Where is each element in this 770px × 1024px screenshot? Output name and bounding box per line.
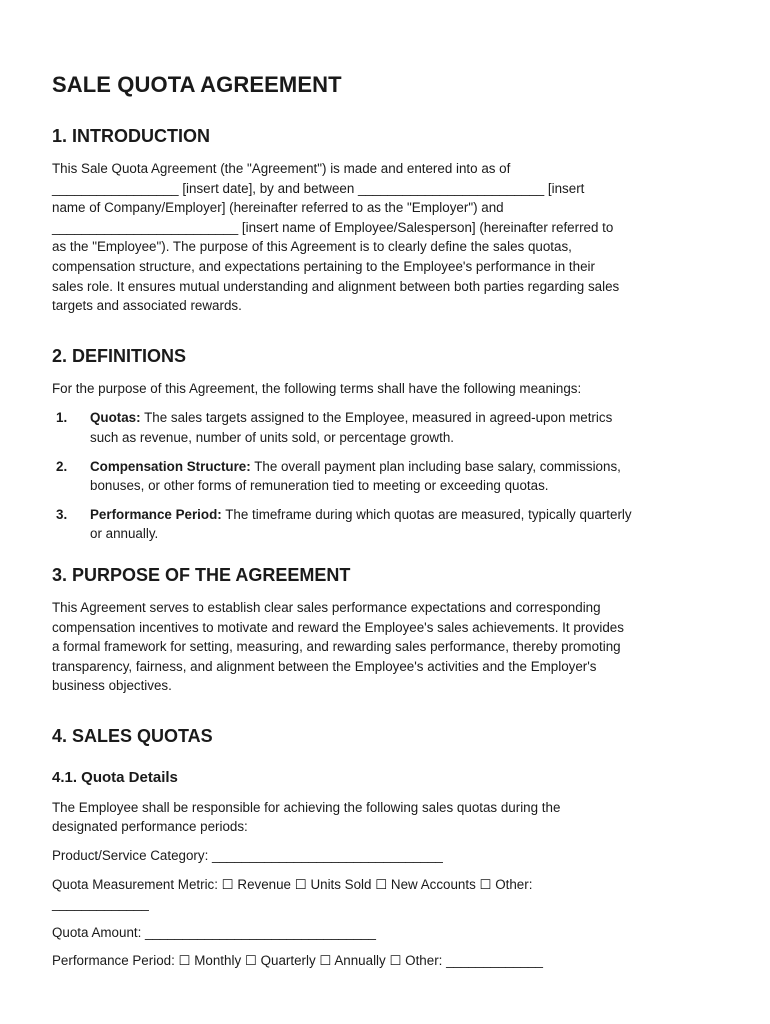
quota-intro-paragraph: The Employee shall be responsible for achieving the following sales quotas during the designated performance periods: [52, 799, 561, 835]
section-1-heading: 1. INTRODUCTION [52, 126, 211, 146]
introduction-paragraph: This Sale Quota Agreement (the "Agreement") is made and entered into as of _________________ [insert date], by and between _________________________ [insert name of Company/Employer] (hereinafter referred to as the "Employer") and _________________________ [insert name of Employee/Salesperson] (hereinafter referred to as the "Employee"). The purpose of this Agreement is to clearly define the sales quotas, compensation structure, and expectations pertaining to the Employee's performance in their sales role. It ensures mutual understanding and alignment between both parties regarding sales targets and associated rewards. [52, 161, 620, 314]
subsection-4-1-heading: 4.1. Quota Details [52, 768, 178, 786]
document-page [52, 70, 722, 971]
list-item: 2. Compensation Structure: The overall payment plan including base salary, commissions, bonuses, or other forms of remuneration tied to meeting or exceeding quotas. [56, 458, 621, 494]
section-3-heading: 3. PURPOSE OF THE AGREEMENT [52, 564, 351, 585]
definitions-list [52, 408, 722, 544]
list-item: 1. Quotas: The sales targets assigned to the Employee, measured in agreed-upon metrics such as revenue, number of units sold, or percentage growth. [56, 410, 613, 445]
metric-field-line: Quota Measurement Metric: ☐ Revenue ☐ Units Sold ☐ New Accounts ☐ Other: _____________ [52, 876, 533, 912]
amount-field-line: Quota Amount: _______________________________ [52, 924, 376, 940]
document-title: SALE QUOTA AGREEMENT [52, 72, 342, 97]
category-field-line: Product/Service Category: _______________________________ [52, 848, 443, 864]
section-4-heading: 4. SALES QUOTAS [52, 725, 213, 746]
section-2-heading: 2. DEFINITIONS [52, 345, 187, 366]
definitions-intro: For the purpose of this Agreement, the following terms shall have the following meanings: [52, 380, 582, 396]
list-item: 3. Performance Period: The timeframe during which quotas are measured, typically quarterly or annually. [56, 506, 632, 542]
purpose-paragraph: This Agreement serves to establish clear sales performance expectations and corresponding compensation incentives to motivate and reward the Employee's sales achievements. It provides a formal framework for setting, measuring, and rewarding sales performance, thereby promoting transparency, fairness, and alignment between the Employee's activities and the Employer's business objectives. [52, 599, 624, 694]
period-field-line: Performance Period: ☐ Monthly ☐ Quarterly ☐ Annually ☐ Other: _____________ [52, 953, 543, 969]
